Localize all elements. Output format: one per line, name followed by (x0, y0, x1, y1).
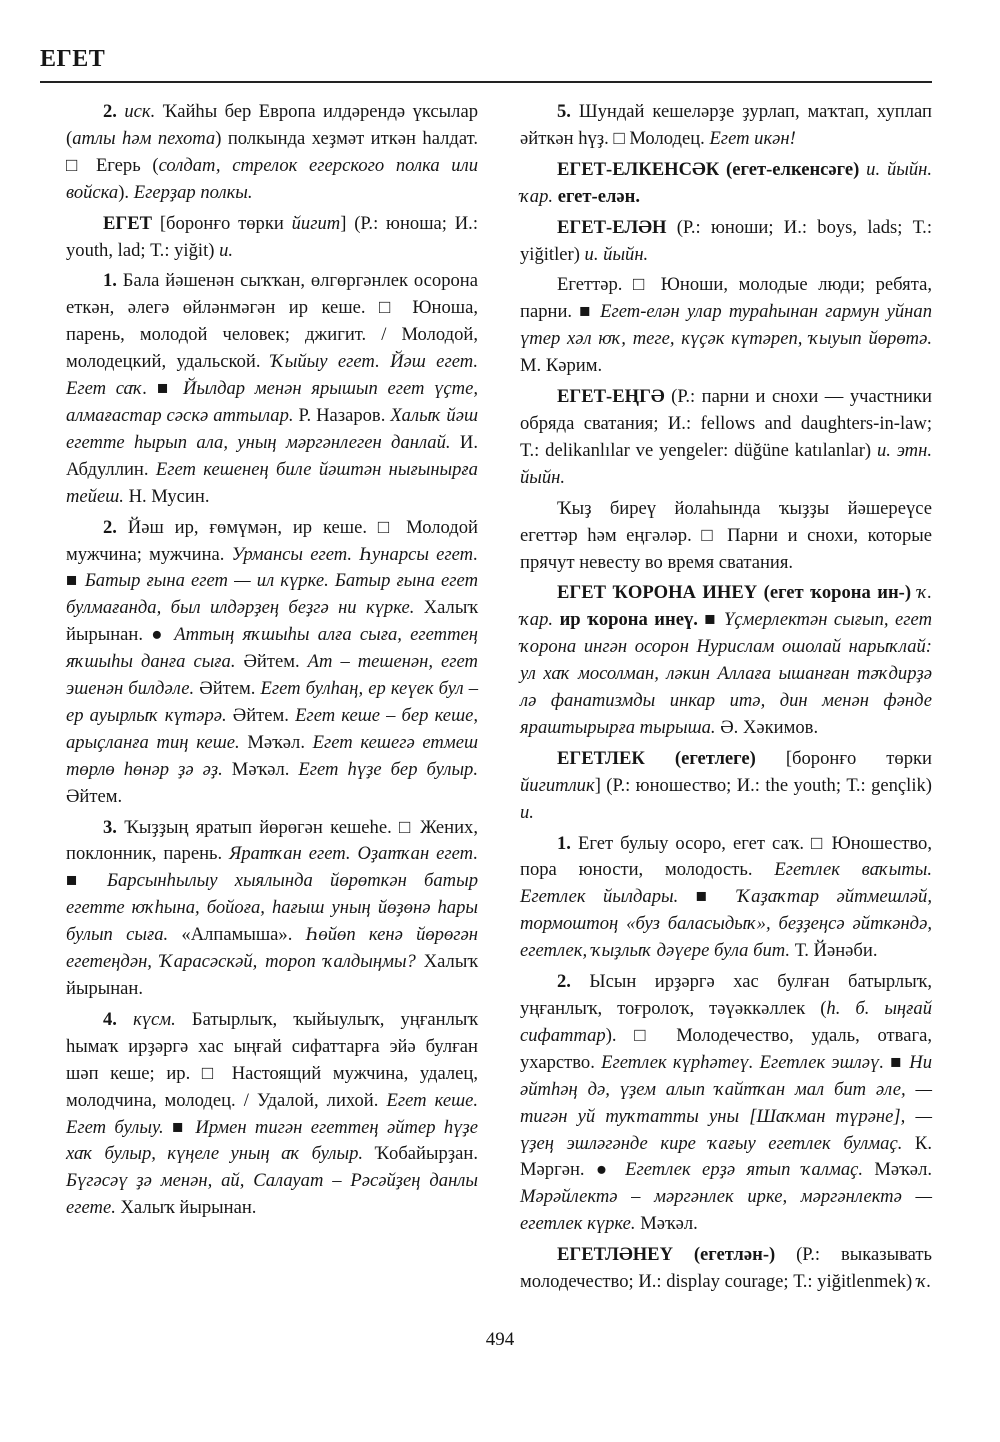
text-run: ■ (163, 1116, 196, 1138)
entry-paragraph (520, 1242, 932, 1296)
text-run: Халыҡ йырынан. ● (66, 597, 478, 646)
entry-paragraph (520, 969, 932, 1238)
italic-text: Егет кешенең биле йәштән нығынырға тейеш. (66, 458, 478, 507)
italic-text: иск. (124, 101, 156, 122)
headword: ЕГЕТ-ЕЛӘН (557, 216, 667, 238)
text-run: Егет булыу осоро, егет саҡ. □ Юношество, пора юности, молодость. (520, 832, 932, 881)
italic-text: ҡ. (916, 1271, 932, 1293)
running-head: ЕГЕТ (40, 46, 106, 72)
italic-text: Егетлек ерҙә ятып ҡалмаҫ. (625, 1159, 864, 1181)
headword: 1. (103, 270, 117, 292)
italic-text: Ат – тешенән, егет эшенән билдәле. (66, 651, 478, 700)
italic-text: һ. б. ыңғай сифаттар (520, 998, 932, 1046)
italic-text: Бүгәсәү ҙә менән, ай, Салауат – Рәсәйҙең данлы егете. (66, 1170, 478, 1219)
entry-paragraph (520, 99, 932, 153)
italic-text: Үҫмерлектән сығып, егет ҡорона ингән осорон Нурислам ошолай нарыҡлай: ул хаҡ мосолман, ләкин Аллаға ышанған тәҡдирҙә лә фанатизмды инкар итә, дин менән фәнде яраштырырға тырыша. (520, 609, 932, 738)
text-run: ■ (678, 886, 738, 908)
entry-paragraph (520, 746, 932, 827)
italic-text: Барсынһылыу хыялында йөрөткән батыр егетте юҡһына, бойоға, һағыш уның йөҙөнә һары булып сыға. (66, 870, 478, 946)
left-column (66, 99, 478, 1226)
text-run: Ысын ирҙәргә хас булған батырлыҡ, уңғанлыҡ, тоғролоҡ, тәүәккәллек ( (520, 971, 932, 1019)
italic-text: Мәрәйлектә – мәргәнлек ирке, мәргәнлектә — егетлек күрке. (520, 1186, 932, 1235)
text-run: ). (118, 181, 134, 203)
italic-text: и. (219, 239, 234, 261)
text-run: Ҡыҙҙың яратып йөрөгән кешеһе. □ Жених, поклонник, парень. (66, 816, 478, 865)
entry-paragraph (520, 384, 932, 492)
entry-paragraph (66, 268, 478, 510)
italic-text: и. (866, 158, 881, 180)
italic-text: Егет икән! (709, 127, 796, 149)
text-run: ■ (147, 378, 183, 400)
italic-text: Егет булһаң, ер кеүек бул – ер ауырлыҡ күтәрә. (66, 678, 478, 726)
text-run: Ҡайһы бер Европа илдәрендә үксылар ( (66, 101, 479, 149)
text-run: [боронғо төрки (152, 212, 292, 234)
entry-paragraph (520, 831, 932, 966)
italic-text: йыйн. ҡар. (520, 158, 932, 207)
text-run: Батырлыҡ, ҡыйыулыҡ, уңғанлыҡ һымаҡ ирҙәргә хас ыңғай сифаттарға эйә булған шәп кеше; ир. □ Настоящий мужчина, удалец, молодчина, молодец. / Удалой, лихой. (66, 1008, 479, 1111)
italic-text: Яратҡан егет. Оҙатҡан егет. (229, 843, 478, 865)
entry-paragraph (66, 99, 478, 207)
headword: ир ҡорона инеү. (559, 609, 698, 631)
header-rule (40, 81, 932, 83)
text-run: ■ (66, 870, 108, 892)
italic-text: Ҡыйыу егет. Йәш егет. Егет саҡ. (66, 351, 479, 400)
italic-text: атлы һәм пехота (72, 127, 216, 149)
text-run: ) полкында хеҙмәт иткән һалдат. □ Егерь ( (66, 127, 479, 176)
text-run: Ҡобайырҙан. (363, 1143, 478, 1165)
text-run: Мәҡәл. (239, 731, 313, 753)
italic-text: Егет кешегә етмеш төрлө һөнәр ҙә әҙ. (66, 731, 478, 780)
italic-text: йигитлик (520, 774, 595, 796)
italic-text: Егет кеше. Егет булыу. (66, 1089, 479, 1138)
entry-paragraph (520, 496, 932, 577)
text-run: Ә. Хәкимов. (715, 716, 819, 738)
text-run: Әйтем. (194, 678, 261, 700)
text-run: (Р.: юноши; И.: boys, lads; Т.: yiğitler) (520, 216, 932, 265)
right-column (520, 99, 932, 1300)
italic-text: Урмансы егет. Һунарсы егет. (231, 543, 478, 565)
italic-text: солдат, стрелок егерского полка или войска (66, 154, 478, 203)
italic-text: Халыҡ йәш егетте һырып ала, уның мәргәнлеген данлай. (66, 404, 478, 453)
italic-text: Йылдар менән ярышып егет үҫте, алмағастар сәскә аттылар. (66, 378, 479, 426)
headword: егет-елән. (557, 185, 641, 207)
italic-text: Ни әйтһәң дә, үҙем алып ҡайтҡан мал бит әле, — тигән уй туҡтатты уны [Шаҡман түрәне], — үҙең эшләгәнде кире ҡағыу егетлек булмаҫ. (520, 1051, 933, 1154)
text-run: Әйтем. (226, 704, 296, 726)
text-run: Егеттәр. □ Юноши, молодые люди; ребята, парни. ■ (520, 274, 932, 323)
italic-text: и. (520, 801, 534, 823)
italic-text: ҡ. ҡар. (520, 582, 932, 631)
entry-paragraph (520, 580, 932, 741)
page-number: 494 (485, 1329, 515, 1350)
text-run: Мәҡәл. (635, 1213, 698, 1235)
headword: 2. (557, 971, 571, 993)
headword: ЕГЕТ-ЕЛКЕНСӘК (егет-елкенсәге) (557, 158, 860, 180)
text-run: Йәш ир, ғөмүмән, ир кеше. □ Молодой мужчина; мужчина. (66, 516, 478, 565)
text-run: ■ (66, 570, 85, 592)
italic-text: Ирмен тигән егеттең әйтер һүҙе хаҡ булыр, күңеле уның аҡ булыр. (66, 1116, 478, 1165)
entry-paragraph (66, 1007, 478, 1222)
headword: ЕГЕТЛӘНЕҮ (егетлән-) (557, 1244, 776, 1266)
text-run: Халыҡ йырынан. (66, 951, 478, 999)
text-run: М. Кәрим. (520, 355, 603, 377)
headword: 5. (557, 101, 571, 122)
italic-text: күсм. (133, 1008, 176, 1030)
headword: 3. (103, 816, 117, 838)
italic-text: Батыр ғына егет — ил күрке. Батыр ғына егет булмағанда, был илдәрҙең беҙгә ни күрке. (66, 570, 478, 619)
text-run: (Р.: выказывать молодечество; И.: display courage; Т.: yiğitlenmek) (520, 1244, 932, 1293)
text-run: ] (Р.: юношество; И.: the youth; Т.: gençlik) (594, 774, 932, 796)
headword: ЕГЕТ ҠОРОНА ИНЕҮ (егет ҡорона ин-) (557, 582, 912, 604)
text-run: [боронғо төрки (755, 747, 933, 769)
entry-paragraph (520, 157, 932, 211)
text-run: Халыҡ йырынан. (115, 1197, 257, 1219)
text-run: ] (Р.: юноша; И.: youth, lad; Т.: yiğit) (66, 212, 478, 261)
italic-text: Егетлек күрһәтеү. Егетлек эшләү. (601, 1051, 884, 1073)
italic-text: и. этн. йыйн. (520, 439, 932, 488)
headword: 4. (103, 1008, 134, 1030)
entry-paragraph (520, 215, 932, 269)
italic-text: Егет-елән улар тураһынан гармун уйнап үтер хәл юҡ, теге, күҫәк күтәреп, ҡыуып йөрөтә. (520, 301, 933, 350)
text-run: Мәҡәл. (222, 758, 299, 780)
italic-text: Егет һүҙе бер булыр. (298, 758, 478, 780)
text-run: ■ (883, 1051, 910, 1073)
italic-text: Ҡаҙаҡтар әйтмешләй, тормоштоң «буз баласыдыҡ», беҙҙеңсә әйткәндә, егетлек, ҡыҙлыҡ дәүере була бит. (520, 886, 932, 962)
italic-text: и. йыйн. (584, 243, 649, 265)
text-run (880, 159, 887, 180)
italic-text: йигит (291, 212, 341, 234)
entry-paragraph (520, 272, 932, 380)
text-run: Ҡыҙ биреү йолаһында ҡыҙҙы йәшереүсе егеттәр һәм еңгәләр. □ Парни и снохи, которые прячут невесту во время сватания. (520, 497, 932, 573)
text-run: «Алпамыша». (168, 924, 306, 946)
text-run: ). □ Молодечество, удаль, отвага, ухарство. (520, 1024, 932, 1073)
italic-text: Аттың яҡшыһы алға сыға, егеттең яҡшыһы данға сыға. (66, 624, 478, 673)
text-run: Бала йәшенән сыҡҡан, өлгөргәнлек осорона еткән, әлегә өйләнмәгән ир кеше. □ Юноша, парень, молодой человек; джигит. / Молодой, молодецкий, удальской. (66, 270, 478, 373)
text-run: Әйтем. (66, 785, 123, 807)
text-run: Р. Назаров. (293, 404, 391, 426)
italic-text: Һөйөп кенә йөрөгән егетеңдән, Ҡарасәскәй, тороп ҡалдыңмы? (66, 924, 478, 973)
text-run: (Р.: парни и снохи — участники обряда сватания; И.: fellows and daughters-in-law; Т.: delikanlılar ve yengeler: düğüne katılanlar) (520, 386, 932, 461)
italic-text: Егетлек ваҡыты. Егетлек йылдары. (520, 859, 932, 908)
text-run: Н. Мусин. (123, 485, 210, 507)
headword: 2. (103, 516, 117, 538)
text-run: И. Абдуллин. (66, 431, 478, 480)
text-run: Мәҡәл. (863, 1159, 932, 1181)
headword: ЕГЕТЛЕК (егетлеге) (557, 747, 756, 769)
headword: ЕГЕТ-ЕҢГӘ (557, 386, 665, 408)
text-run: Т. Йәнәби. (790, 940, 878, 962)
headword: 1. (557, 832, 571, 854)
italic-text: Егет кеше – бер кеше, арыҫланға тиң кеше. (66, 704, 479, 753)
headword: 2. (103, 101, 125, 122)
entry-paragraph (66, 815, 478, 1003)
headword: ЕГЕТ (103, 212, 153, 234)
text-run: Шундай кешеләрҙе ҙурлап, маҡтап, хуплап әйткән һүҙ. □ Молодец. (520, 101, 932, 149)
entry-paragraph (66, 211, 478, 265)
italic-text: Егерҙар полкы. (133, 181, 253, 203)
text-run: ■ (697, 609, 724, 631)
entry-paragraph (66, 515, 478, 811)
text-run: К. Мәргән. ● (520, 1132, 932, 1181)
text-run: Әйтем. (235, 651, 308, 673)
